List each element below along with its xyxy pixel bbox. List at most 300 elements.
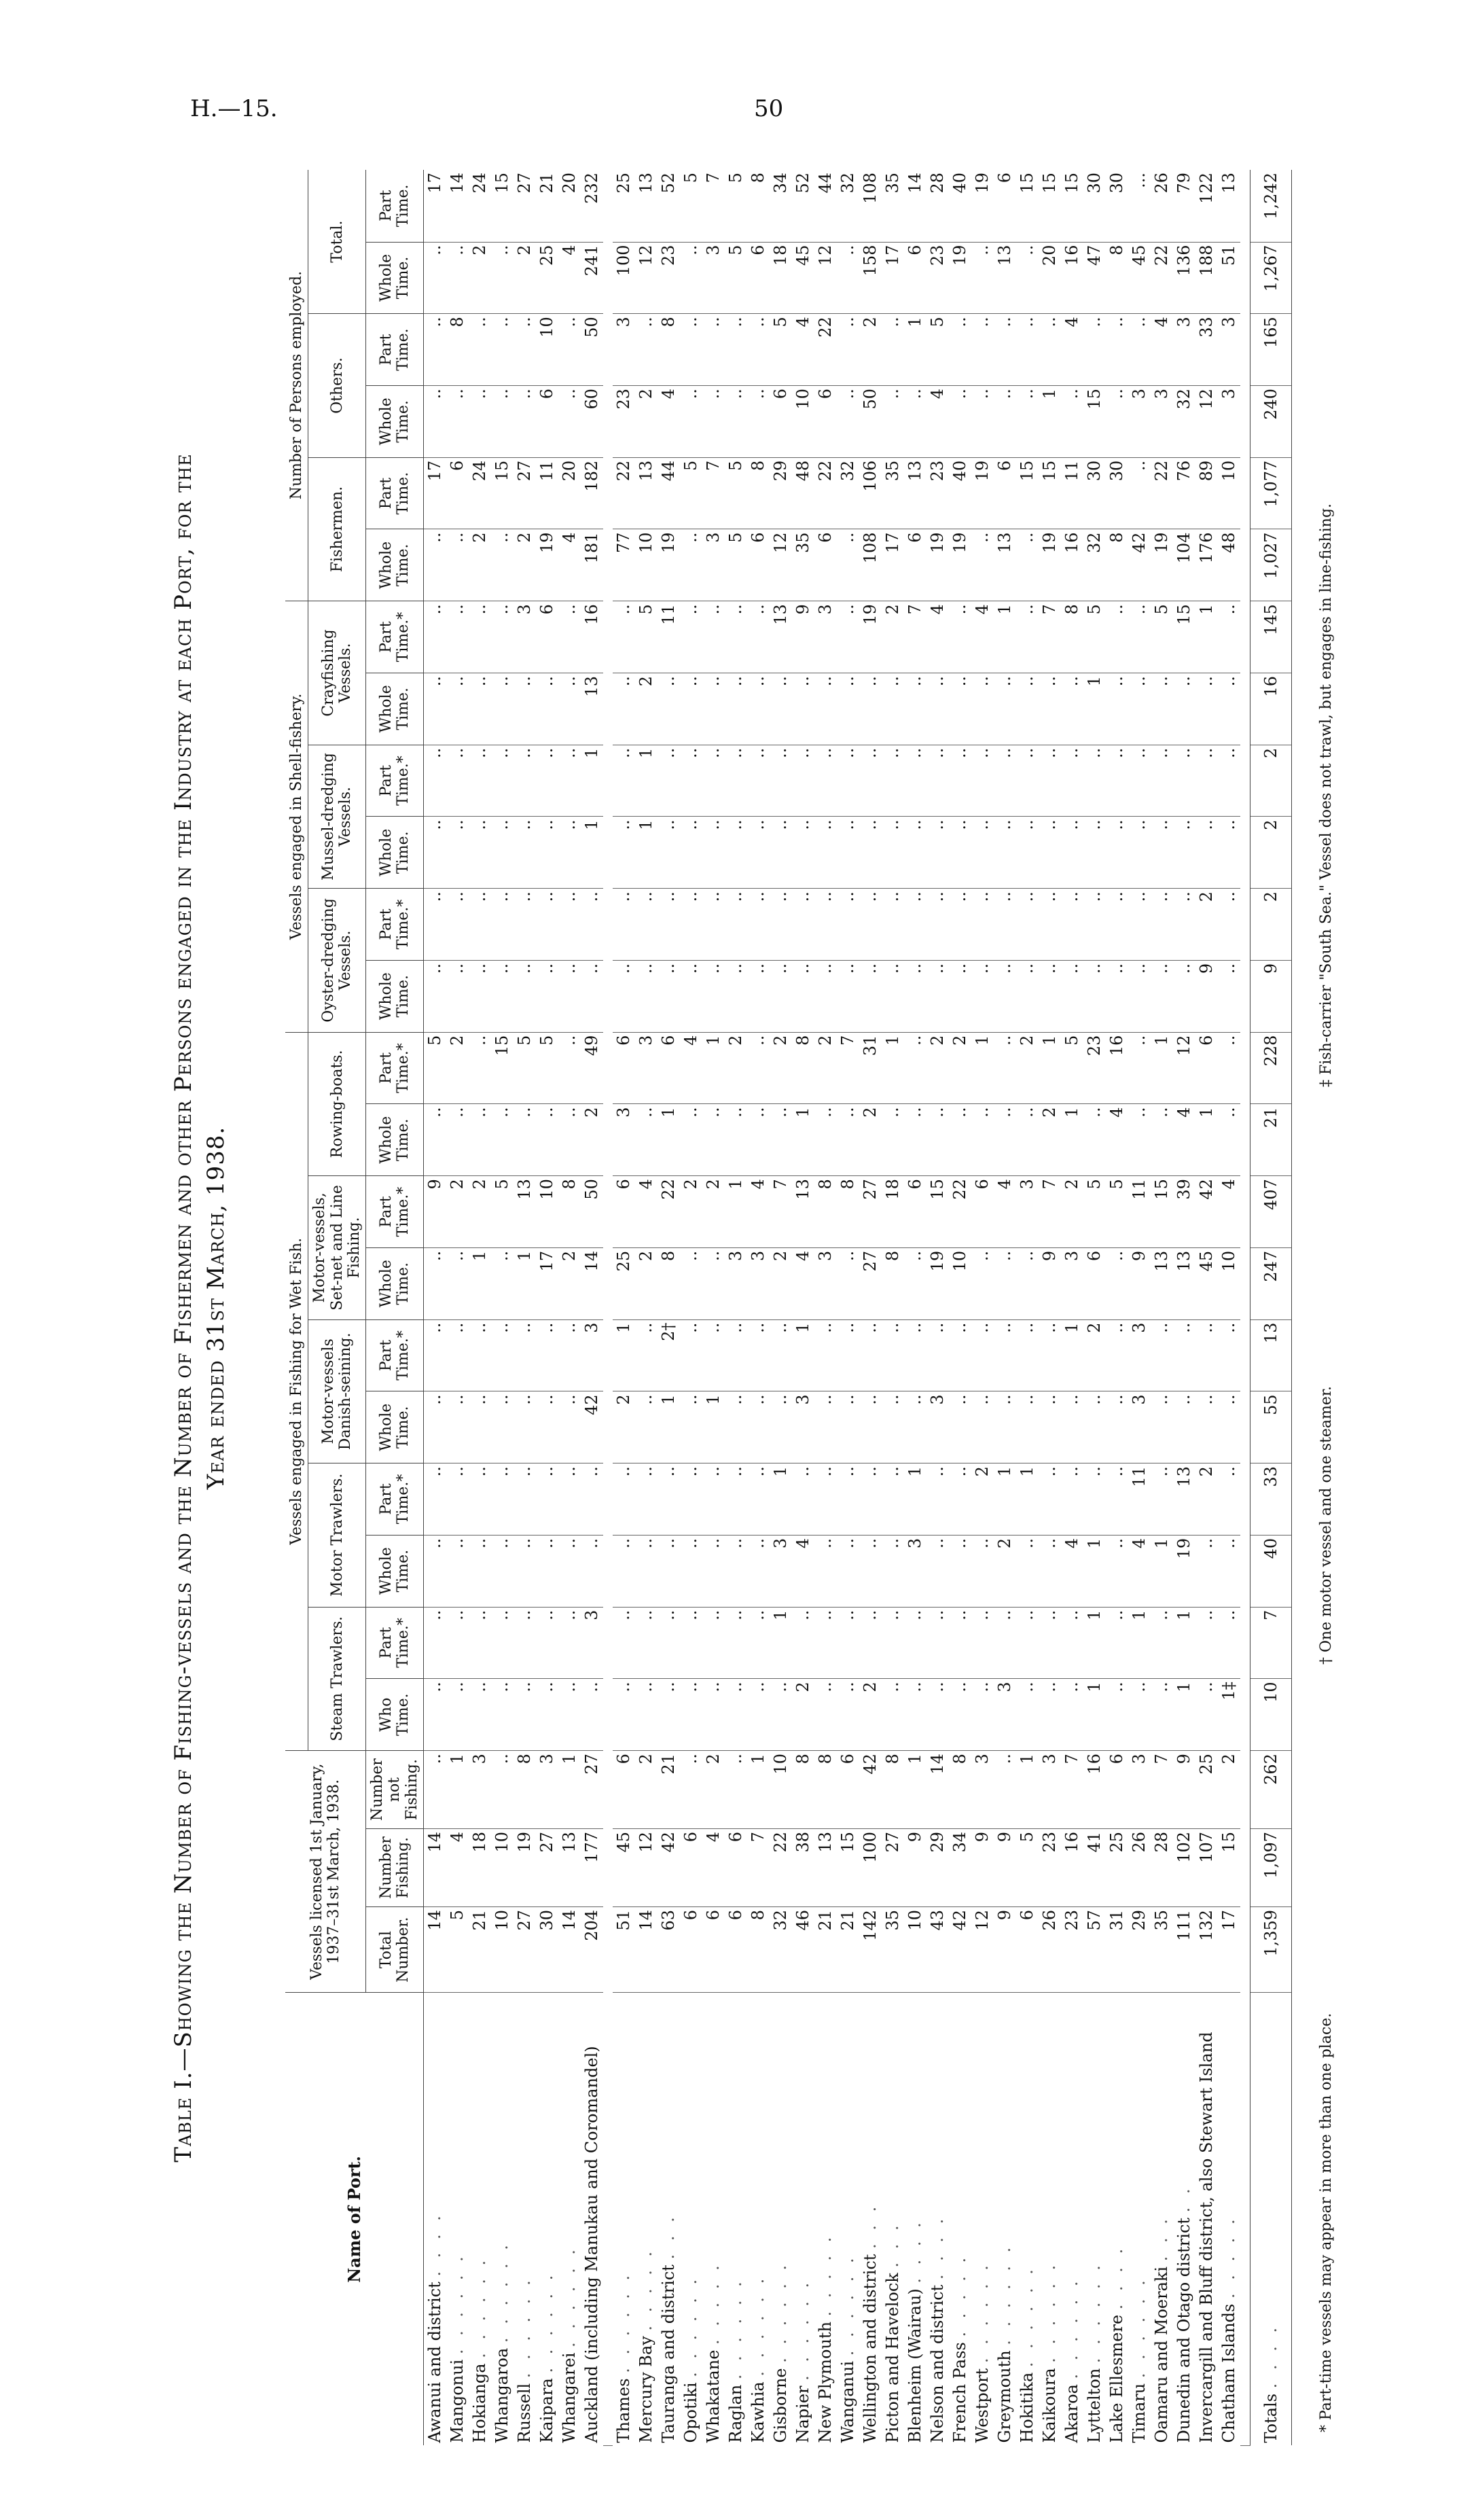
port-name: Kawhia: [749, 2381, 768, 2443]
value-cell: ..: [658, 673, 680, 745]
value-cell: 2: [469, 1176, 491, 1248]
port-name-cell: [1173, 1993, 1195, 2446]
value-cell: 1: [792, 1319, 814, 1391]
value-cell: ..: [702, 1607, 725, 1679]
value-cell: 23: [1039, 1828, 1061, 1906]
value-cell: 10: [491, 1906, 514, 1992]
value-cell: ..: [1061, 1607, 1083, 1679]
port-name: Awanui and district: [425, 2282, 445, 2443]
value-cell: 17: [882, 242, 904, 314]
value-cell: 22: [770, 1828, 792, 1906]
port-name: Russell: [515, 2383, 535, 2443]
value-cell: 29: [926, 1828, 949, 1906]
value-cell: ..: [1016, 314, 1039, 386]
mussel-dredging-header: Mussel-dredging Vessels.: [308, 745, 366, 888]
value-cell: ..: [1083, 1463, 1106, 1536]
value-cell: ..: [424, 242, 447, 314]
value-cell: 13: [1218, 170, 1240, 242]
port-name-cell: [1061, 1993, 1083, 2446]
value-cell: ..: [635, 1607, 658, 1679]
value-cell: ..: [702, 385, 725, 457]
table-row: [1106, 170, 1128, 2446]
value-cell: ..: [491, 1535, 514, 1607]
value-cell: 9: [792, 601, 814, 673]
value-cell: 40: [949, 457, 971, 529]
port-name-cell: [1128, 1993, 1151, 2446]
value-cell: 2: [702, 1176, 725, 1248]
value-cell: ..: [1106, 673, 1128, 745]
leader-dots: . . . . . .: [681, 2275, 701, 2377]
value-cell: 100: [859, 1828, 882, 1906]
value-cell: ..: [1195, 817, 1218, 889]
value-cell: ..: [469, 1104, 491, 1176]
value-cell: ..: [491, 529, 514, 601]
value-cell: ..: [971, 242, 994, 314]
value-cell: 181: [581, 529, 603, 601]
table-row: [971, 170, 994, 2446]
value-cell: 14: [558, 1906, 581, 1992]
value-cell: 26: [1039, 1906, 1061, 1992]
footnote-part-time: * Part-time vessels may appear in more than one place.: [1318, 2012, 1335, 2432]
value-cell: 6: [725, 1906, 747, 1992]
value-cell: 7: [837, 1032, 859, 1104]
value-cell: ..: [491, 960, 514, 1032]
value-cell: 4: [1106, 1104, 1128, 1176]
value-cell: ..: [1151, 1607, 1173, 1679]
value-cell: 1: [904, 1463, 926, 1536]
value-cell: 10: [536, 314, 558, 386]
value-cell: ..: [680, 1607, 702, 1679]
value-cell: ..: [770, 745, 792, 817]
value-cell: ..: [702, 1247, 725, 1319]
value-cell: 4: [635, 1176, 658, 1248]
value-cell: 25: [613, 170, 635, 242]
value-cell: 241: [581, 242, 603, 314]
table-row: [1016, 170, 1039, 2446]
value-cell: 2: [1218, 1751, 1240, 1829]
value-cell: 8: [558, 1176, 581, 1248]
value-cell: ..: [514, 314, 536, 386]
value-cell: ..: [702, 960, 725, 1032]
value-cell: ..: [469, 960, 491, 1032]
value-cell: ..: [680, 601, 702, 673]
value-cell: 106: [859, 457, 882, 529]
value-cell: ..: [491, 601, 514, 673]
value-cell: 14: [424, 1828, 447, 1906]
value-cell: ..: [558, 673, 581, 745]
value-cell: 6: [725, 1828, 747, 1906]
value-cell: 15: [1218, 1828, 1240, 1906]
value-cell: ..: [1039, 745, 1061, 817]
value-cell: ..: [424, 601, 447, 673]
value-cell: ..: [581, 1463, 603, 1536]
spacer-row: [1240, 170, 1250, 2446]
value-cell: ..: [926, 1463, 949, 1536]
value-cell: ..: [814, 1391, 837, 1463]
table-row: [1083, 170, 1106, 2446]
value-cell: ..: [1173, 745, 1195, 817]
value-cell: ..: [994, 1607, 1016, 1679]
value-cell: ..: [424, 385, 447, 457]
value-cell: 8: [747, 1906, 770, 1992]
port-name: Picton and Havelock: [883, 2273, 903, 2443]
value-cell: 8: [658, 314, 680, 386]
value-cell: 15: [837, 1828, 859, 1906]
value-cell: 22: [1151, 242, 1173, 314]
value-cell: ..: [558, 314, 581, 386]
value-cell: ..: [1151, 889, 1173, 961]
value-cell: ..: [491, 1104, 514, 1176]
value-cell: 11: [536, 457, 558, 529]
value-cell: ..: [491, 745, 514, 817]
port-name-cell: [1195, 1993, 1218, 2446]
value-cell: 1: [1039, 1032, 1061, 1104]
value-cell: ..: [747, 1104, 770, 1176]
value-cell: 13: [1173, 1463, 1195, 1536]
value-cell: 9: [1039, 1247, 1061, 1319]
value-cell: 19: [971, 170, 994, 242]
value-cell: ..: [469, 385, 491, 457]
value-cell: ..: [949, 1679, 971, 1751]
value-cell: 9: [424, 1176, 447, 1248]
value-cell: 4: [1061, 1535, 1083, 1607]
value-cell: 13: [635, 457, 658, 529]
value-cell: ..: [1128, 1679, 1151, 1751]
value-cell: ..: [837, 889, 859, 961]
port-name-cell: [1250, 1993, 1292, 2446]
value-cell: ..: [725, 1535, 747, 1607]
value-cell: ..: [1218, 889, 1240, 961]
port-name-cell: [558, 1993, 581, 2446]
leader-dots: . . . . .: [950, 2253, 970, 2337]
value-cell: ..: [702, 1104, 725, 1176]
value-cell: ..: [469, 1032, 491, 1104]
value-cell: ..: [658, 1607, 680, 1679]
value-cell: ..: [446, 1607, 469, 1679]
leader-dots: . . . .: [425, 2212, 445, 2277]
port-name: Whakatane: [704, 2349, 723, 2443]
value-cell: 6: [613, 1176, 635, 1248]
value-cell: ..: [491, 1463, 514, 1536]
value-cell: 5: [1083, 1176, 1106, 1248]
value-cell: 30: [536, 1906, 558, 1992]
port-name: Wanganui: [838, 2360, 858, 2443]
value-cell: ..: [536, 889, 558, 961]
value-cell: ..: [469, 1391, 491, 1463]
value-cell: ..: [536, 1679, 558, 1751]
value-cell: ..: [1218, 745, 1240, 817]
value-cell: 4: [1128, 1535, 1151, 1607]
value-cell: ..: [1195, 1607, 1218, 1679]
value-cell: 18: [882, 1176, 904, 1248]
value-cell: ..: [837, 529, 859, 601]
value-cell: ..: [1218, 1319, 1240, 1391]
value-cell: 11: [658, 601, 680, 673]
value-cell: 5: [446, 1906, 469, 1992]
value-cell: 165: [1250, 314, 1292, 386]
port-name-cell: [613, 1993, 635, 2446]
value-cell: ..: [446, 1535, 469, 1607]
value-cell: ..: [1218, 817, 1240, 889]
value-cell: 1: [882, 1032, 904, 1104]
value-cell: ..: [1106, 601, 1128, 673]
value-cell: 6: [680, 1906, 702, 1992]
setnet-whole-time-header: Whole Time.: [366, 1247, 424, 1319]
value-cell: 5: [424, 1032, 447, 1104]
leader-dots: . . .: [861, 2202, 880, 2249]
value-cell: ..: [770, 1391, 792, 1463]
value-cell: ..: [725, 1751, 747, 1829]
port-name-cell: [1083, 1993, 1106, 2446]
table-row: [1173, 170, 1195, 2446]
value-cell: 4: [994, 1176, 1016, 1248]
value-cell: ..: [424, 889, 447, 961]
value-cell: 7: [702, 170, 725, 242]
value-cell: ..: [747, 960, 770, 1032]
value-cell: ..: [491, 817, 514, 889]
port-name-cell: [949, 1993, 971, 2446]
value-cell: 45: [1128, 242, 1151, 314]
value-cell: 3: [1128, 1751, 1151, 1829]
value-cell: ..: [904, 745, 926, 817]
value-cell: 21: [469, 1906, 491, 1992]
value-cell: 1: [469, 1247, 491, 1319]
value-cell: ..: [469, 314, 491, 386]
value-cell: ..: [747, 1319, 770, 1391]
table-row: [491, 170, 514, 2446]
value-cell: ..: [446, 1679, 469, 1751]
value-cell: ..: [1016, 673, 1039, 745]
value-cell: ..: [926, 1535, 949, 1607]
value-cell: ..: [926, 1319, 949, 1391]
value-cell: 9: [1128, 1247, 1151, 1319]
value-cell: ..: [904, 673, 926, 745]
leader-dots: . . . . . .: [515, 2276, 535, 2379]
value-cell: 17: [424, 170, 447, 242]
leader-dots: . . . . .: [704, 2261, 723, 2345]
value-cell: ..: [971, 817, 994, 889]
value-cell: 3: [770, 1535, 792, 1607]
value-cell: 107: [1195, 1828, 1218, 1906]
value-cell: 3: [814, 1247, 837, 1319]
value-cell: 2: [1250, 817, 1292, 889]
value-cell: ..: [491, 673, 514, 745]
leader-dots: . .: [1174, 2184, 1194, 2213]
value-cell: 16: [581, 601, 603, 673]
value-cell: 2: [635, 1751, 658, 1829]
leader-dots: . . . .: [1107, 2244, 1127, 2310]
value-cell: ..: [613, 745, 635, 817]
value-cell: ..: [949, 960, 971, 1032]
value-cell: 6: [446, 457, 469, 529]
value-cell: ..: [1128, 960, 1151, 1032]
value-cell: ..: [514, 817, 536, 889]
value-cell: ..: [1083, 960, 1106, 1032]
value-cell: ..: [680, 529, 702, 601]
value-cell: ..: [1218, 673, 1240, 745]
value-cell: 4: [792, 1535, 814, 1607]
value-cell: ..: [680, 1463, 702, 1536]
value-cell: 32: [770, 1906, 792, 1992]
value-cell: ..: [1061, 1463, 1083, 1536]
value-cell: ..: [994, 1391, 1016, 1463]
value-cell: ..: [747, 385, 770, 457]
value-cell: 30: [1106, 170, 1128, 242]
value-cell: 8: [747, 457, 770, 529]
value-cell: ..: [859, 1463, 882, 1536]
value-cell: ..: [536, 1391, 558, 1463]
leader-dots: . . . . . .: [838, 2254, 858, 2356]
value-cell: ..: [1061, 960, 1083, 1032]
port-name-cell: [747, 1993, 770, 2446]
leader-dots: . . . . . .: [1130, 2276, 1149, 2379]
value-cell: ..: [770, 960, 792, 1032]
value-cell: ..: [514, 889, 536, 961]
value-cell: 13: [814, 1828, 837, 1906]
value-cell: ..: [971, 1607, 994, 1679]
value-cell: ..: [1128, 673, 1151, 745]
value-cell: 5: [725, 170, 747, 242]
table-row: [658, 170, 680, 2446]
value-cell: 4: [971, 601, 994, 673]
value-cell: ..: [949, 1391, 971, 1463]
value-cell: ..: [949, 1607, 971, 1679]
value-cell: ..: [446, 1463, 469, 1536]
value-cell: 2: [514, 242, 536, 314]
value-cell: 10: [1218, 1247, 1240, 1319]
value-cell: 35: [882, 1906, 904, 1992]
value-cell: ..: [1039, 960, 1061, 1032]
value-cell: ..: [424, 1535, 447, 1607]
table-row: [581, 170, 603, 2446]
value-cell: 23: [613, 385, 635, 457]
value-cell: ..: [446, 385, 469, 457]
value-cell: 2: [1195, 889, 1218, 961]
value-cell: 22: [814, 457, 837, 529]
value-cell: ..: [1106, 1247, 1128, 1319]
port-name-cell: [837, 1993, 859, 2446]
value-cell: ..: [971, 1535, 994, 1607]
table-row: [558, 170, 581, 2446]
value-cell: ..: [1218, 1032, 1240, 1104]
value-cell: 4: [1173, 1104, 1195, 1176]
oyster-dredging-header: Oyster-dredging Vessels.: [308, 889, 366, 1032]
setnet-part-time-header: Part Time.*: [366, 1176, 424, 1248]
value-cell: 40: [949, 170, 971, 242]
value-cell: 5: [770, 314, 792, 386]
table-row: [702, 170, 725, 2446]
value-cell: 5: [1151, 601, 1173, 673]
value-cell: ..: [725, 1463, 747, 1536]
value-cell: 1: [558, 1751, 581, 1829]
value-cell: 3: [1128, 1391, 1151, 1463]
value-cell: ..: [814, 1607, 837, 1679]
value-cell: ..: [635, 1679, 658, 1751]
value-cell: 8: [837, 1176, 859, 1248]
value-cell: ..: [536, 960, 558, 1032]
value-cell: 5: [1016, 1828, 1039, 1906]
value-cell: 27: [882, 1828, 904, 1906]
value-cell: ..: [859, 1319, 882, 1391]
value-cell: 2: [1061, 1176, 1083, 1248]
value-cell: ..: [424, 1391, 447, 1463]
port-name-cell: [469, 1993, 491, 2446]
value-cell: 3: [904, 1535, 926, 1607]
value-cell: 10: [491, 1828, 514, 1906]
value-cell: 7: [1061, 1751, 1083, 1829]
value-cell: ..: [859, 1535, 882, 1607]
value-cell: 2: [926, 1032, 949, 1104]
value-cell: 9: [994, 1828, 1016, 1906]
value-cell: 2: [1250, 745, 1292, 817]
port-name: Totals: [1261, 2393, 1280, 2443]
value-cell: 21: [837, 1906, 859, 1992]
value-cell: 41: [1083, 1828, 1106, 1906]
value-cell: 15: [1173, 601, 1195, 673]
value-cell: 5: [1106, 1176, 1128, 1248]
value-cell: 32: [1173, 385, 1195, 457]
port-name: Mangonui: [448, 2359, 467, 2443]
value-cell: 8: [446, 314, 469, 386]
value-cell: ..: [1083, 889, 1106, 961]
value-cell: 20: [558, 457, 581, 529]
value-cell: 1‡: [1218, 1679, 1240, 1751]
value-cell: ..: [837, 314, 859, 386]
value-cell: ..: [904, 960, 926, 1032]
value-cell: 51: [613, 1906, 635, 1992]
value-cell: 2: [1250, 889, 1292, 961]
value-cell: 1: [747, 1751, 770, 1829]
port-name: Westport: [973, 2368, 992, 2443]
value-cell: ..: [994, 1319, 1016, 1391]
value-cell: ..: [949, 385, 971, 457]
value-cell: ..: [1016, 242, 1039, 314]
value-cell: 7: [1039, 1176, 1061, 1248]
danish-whole-time-header: Whole Time.: [366, 1391, 424, 1463]
value-cell: ..: [514, 385, 536, 457]
port-name-cell: [446, 1993, 469, 2446]
value-cell: ..: [514, 1535, 536, 1607]
wet-fish-group-header: Vessels engaged in Fishing for Wet Fish.: [285, 1032, 308, 1750]
port-name: Kaipara: [537, 2378, 557, 2443]
value-cell: 6: [1016, 1906, 1039, 1992]
value-cell: ..: [1106, 889, 1128, 961]
port-name-cell: [1151, 1993, 1173, 2446]
value-cell: ..: [882, 314, 904, 386]
value-cell: ..: [469, 1679, 491, 1751]
table-row: [613, 170, 635, 2446]
value-cell: ..: [725, 817, 747, 889]
value-cell: 6: [971, 1176, 994, 1248]
value-cell: 2: [1016, 1032, 1039, 1104]
value-cell: ..: [613, 1607, 635, 1679]
value-cell: ..: [971, 673, 994, 745]
value-cell: 28: [1151, 1828, 1173, 1906]
value-cell: 1: [1128, 1607, 1151, 1679]
value-cell: ..: [491, 1607, 514, 1679]
value-cell: ..: [814, 960, 837, 1032]
value-cell: ..: [680, 745, 702, 817]
port-name: Thames: [614, 2378, 634, 2443]
value-cell: ..: [747, 889, 770, 961]
value-cell: ..: [536, 1319, 558, 1391]
value-cell: 77: [613, 529, 635, 601]
value-cell: 15: [1083, 385, 1106, 457]
value-cell: 2: [882, 601, 904, 673]
value-cell: ..: [702, 1679, 725, 1751]
value-cell: ..: [1016, 1679, 1039, 1751]
value-cell: 5: [926, 314, 949, 386]
